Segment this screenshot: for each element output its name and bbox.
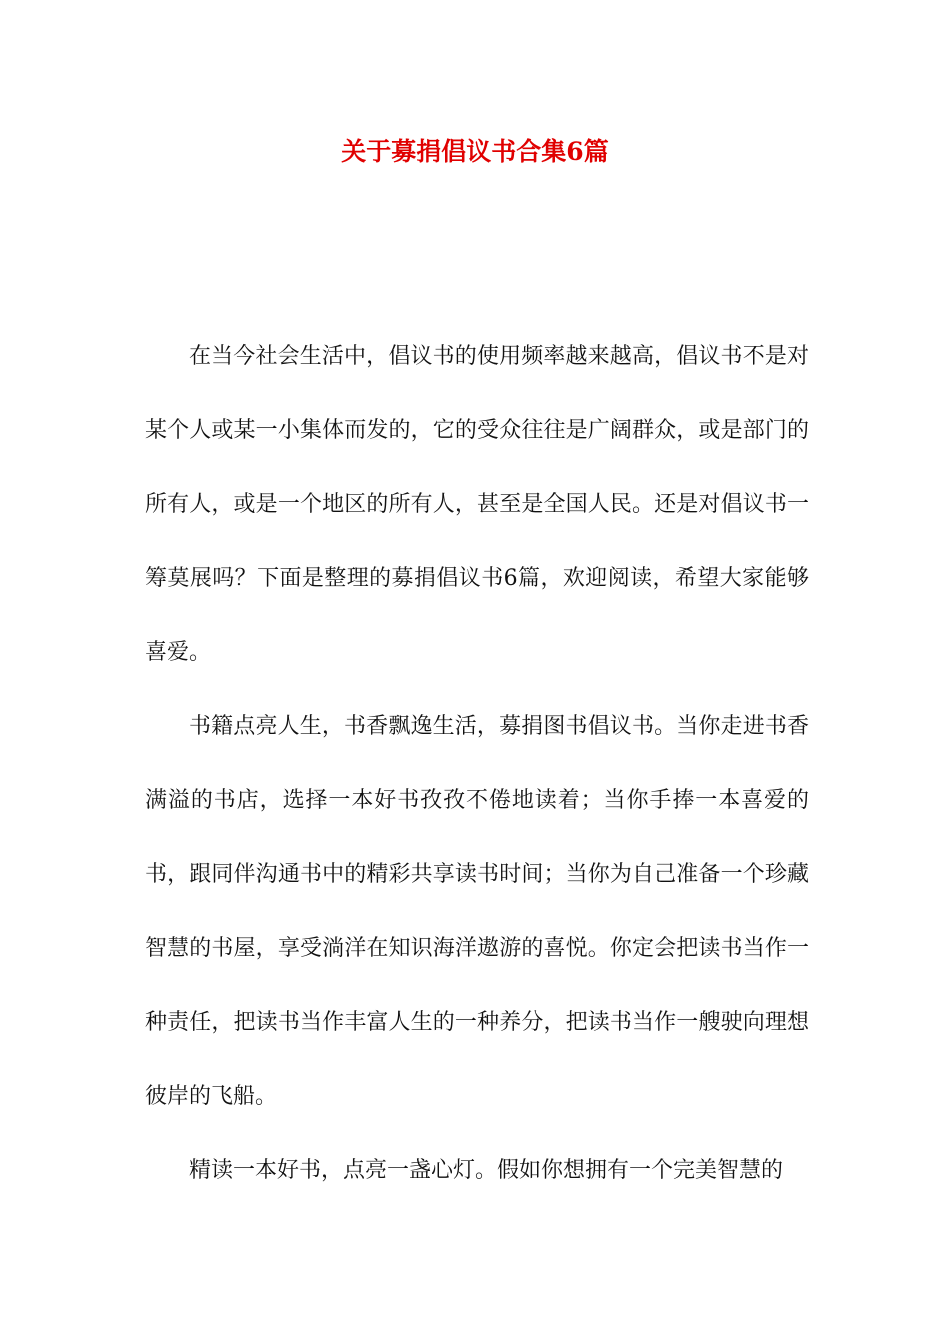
paragraph-intro: 在当今社会生活中，倡议书的使用频率越来越高，倡议书不是对某个人或某一小集体而发的，它的受众往往是广阔群众，或是部门的所有人，或是一个地区的所有人，甚至是全国人民。还是对倡议书一筹莫展吗？下面是整理的募捐倡议书6篇，欢迎阅读，希望大家能够喜爱。 <box>145 344 809 665</box>
document-title: 关于募捐倡议书合集6篇 <box>341 137 609 166</box>
paragraph-books: 书籍点亮人生，书香飘逸生活，募捐图书倡议书。当你走进书香满溢的书店，选择一本好书孜孜不倦地读着；当你手捧一本喜爱的书，跟同伴沟通书中的精彩共享读书时间；当你为自己准备一个珍藏智慧的书屋，享受淌洋在知识海洋遨游的喜悦。你定会把读书当作一种责任，把读书当作丰富人生的一种养分，把读书当作一艘驶向理想彼岸的飞船。 <box>145 714 809 1109</box>
document-body <box>145 320 809 1208</box>
paragraph-reading: 精读一本好书，点亮一盏心灯。假如你想拥有一个完美智慧的 <box>189 1158 784 1183</box>
